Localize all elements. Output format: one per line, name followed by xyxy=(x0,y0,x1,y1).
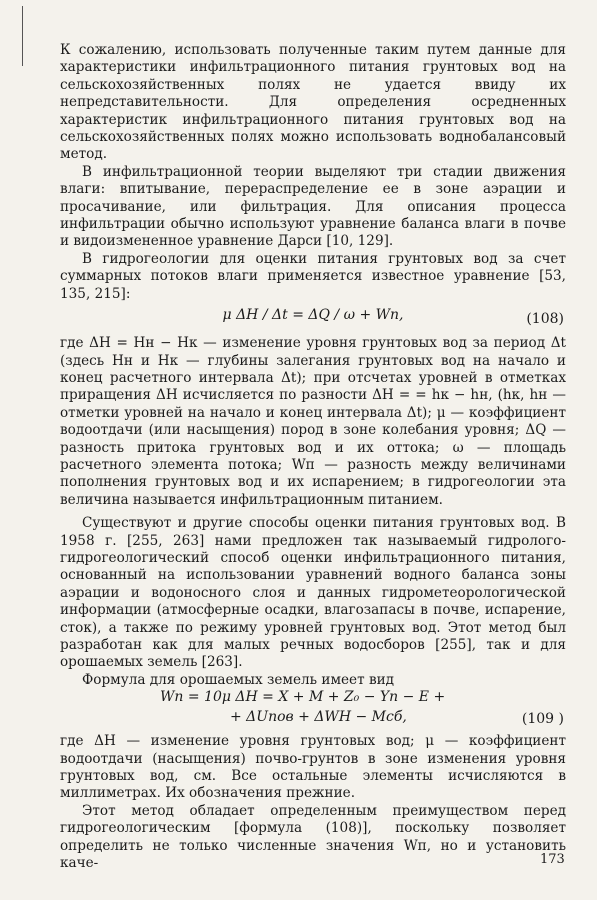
paragraph-7: где ΔH — изменение уровня грунтовых вод; μ — коэффициент водоотдачи (насыщения) почво-грунтов в зоне изменения уровня грунтовых вод, см. Все остальные элементы исчисляются в миллиметрах. Их обозначения прежние. xyxy=(60,733,566,802)
paragraph-5: Существуют и другие способы оценки питания грунтовых вод. В 1958 г. [255, 263] нами предложен так называемый гидролого-гидрогеологический способ оценки инфильтрационного питания, основанный на использовании уравнений водного баланса зоны аэрации и водоносного слоя и данных гидрометеорологической информации (атмосферные осадки, влагозапасы в почве, испарение, сток), а также по режиму уровней грунтовых вод. Этот метод был разработан как для малых речных водосборов [255], так и для орошаемых земель [263]. xyxy=(60,515,566,671)
formula-109-line-1: Wп = 10μ ΔH = X + M + Z₀ − Yп − E + xyxy=(160,689,446,706)
formula-108 xyxy=(60,303,566,335)
paragraph-1: К сожалению, использовать полученные таким путем данные для характеристики инфильтрационного питания грунтовых вод на сельскохозяйственных полях не удается ввиду их непредставительности. Для определения осредненных характеристик инфильтрационного питания грунтовых вод на сельскохозяйственных полях можно использовать воднобалансовый метод. xyxy=(60,42,566,163)
paragraph-3: В гидрогеологии для оценки питания грунтовых вод за счет суммарных потоков влаги применяется известное уравнение [53, 135, 215]: xyxy=(60,250,566,302)
paragraph-6: Формула для орошаемых земель имеет вид xyxy=(82,671,395,688)
margin-mark xyxy=(22,6,23,66)
formula-109-number: (109 ) xyxy=(521,711,564,728)
page-number: 173 xyxy=(540,852,565,867)
page-text xyxy=(60,42,566,872)
paragraph-2: В инфильтрационной теории выделяют три стадии движения влаги: впитывание, перераспределение ее в зоне аэрации и просачивание, или фильтрация. Для описания процесса инфильтрации обычно используют уравнение баланса влаги в почве и видоизмененное уравнение Дарси [10, 129]. xyxy=(60,163,566,250)
paragraph-8: Этот метод обладает определенным преимуществом перед гидрогеологическим [формула (108)], поскольку позволяет определить не только численные значения Wп, но и установить каче- xyxy=(60,802,566,872)
paragraph-4: где ΔH = Hн − Hк — изменение уровня грунтовых вод за период Δt (здесь Hн и Hк — глубины залегания грунтовых вод на начало и конец расчетного интервала Δt); при отсчетах уровней в отметках приращения ΔH исчисляется по разности ΔH = = hк − hн, (hк, hн — отметки уровней на начало и конец интервала Δt); μ — коэффициент водоотдачи (или насыщения) пород в зоне колебания уровня; ΔQ — разность притока грунтовых вод и их оттока; ω — площадь расчетного элемента потока; Wп — разность между величинами пополнения грунтовых вод и их испарением; в гидрогеологии эта величина называется инфильтрационным питанием. xyxy=(60,335,566,508)
formula-108-number: (108) xyxy=(526,311,564,328)
formula-109-line-2: + ΔUпов + ΔWH − Mсб, xyxy=(230,709,407,726)
formula-109 xyxy=(60,689,566,733)
formula-108-text: μ ΔH / Δt = ΔQ / ω + Wп, xyxy=(222,307,404,324)
